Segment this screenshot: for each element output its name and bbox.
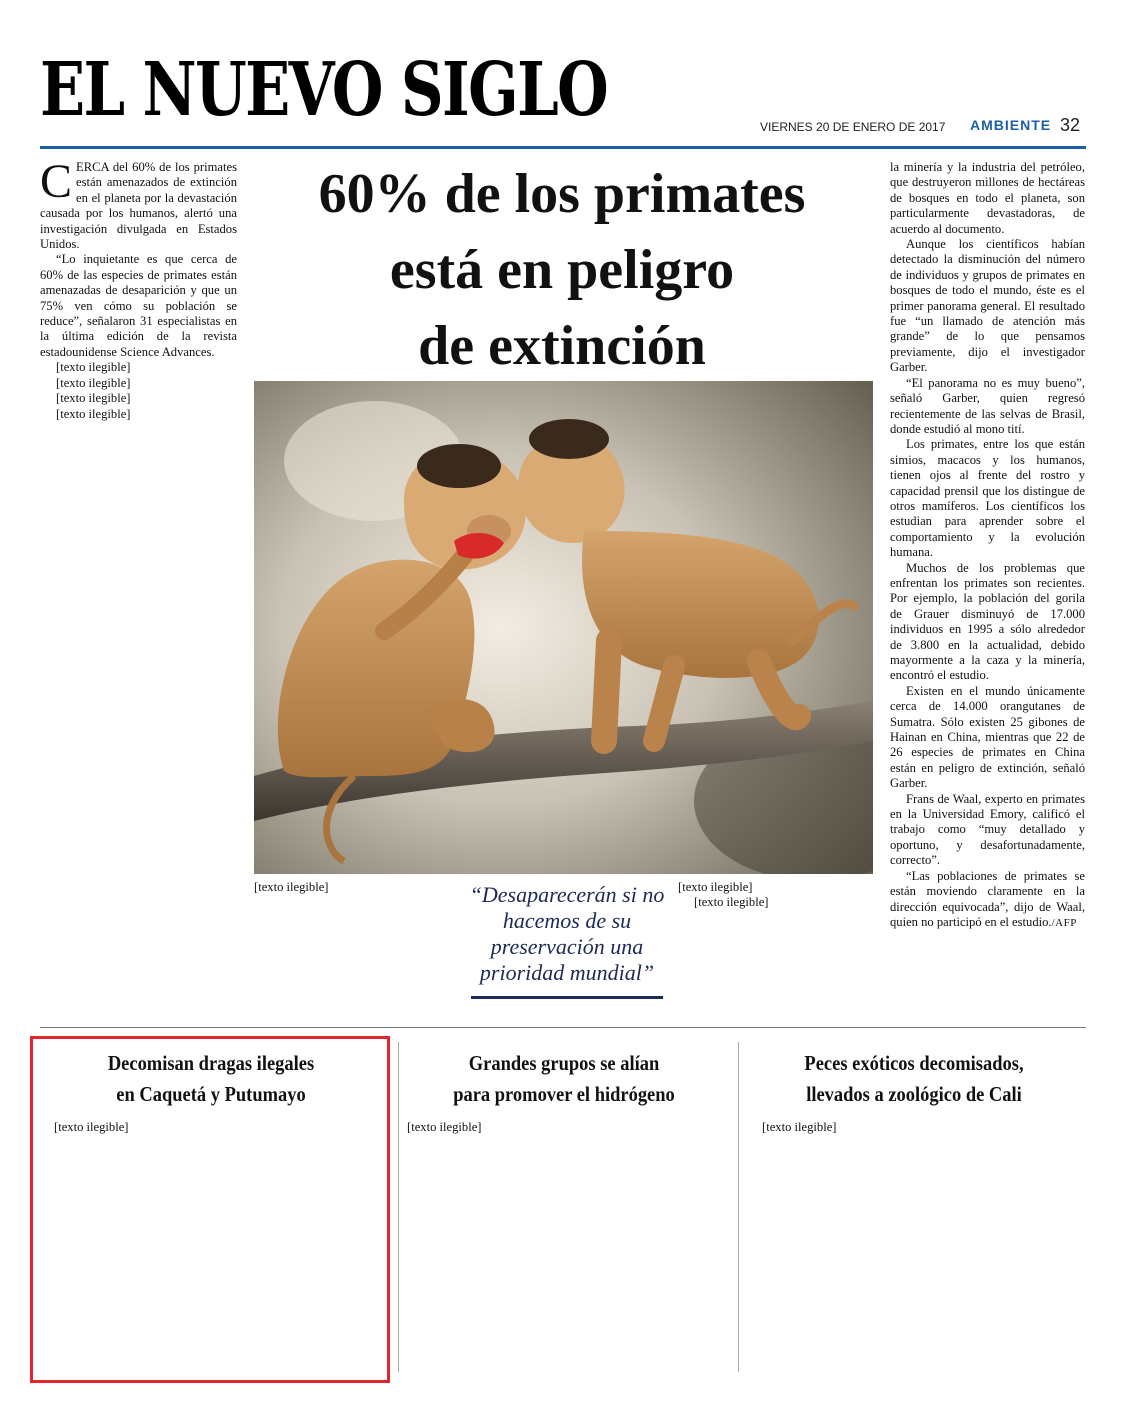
brief-title: Grandes grupos se alían para promover el hidrógeno bbox=[453, 1051, 675, 1106]
article-paragraph: “El panorama no es muy bueno”, señaló Garber, quien regresó recientemente de las selvas de Brasil, donde estudió al mono tití. bbox=[890, 375, 1085, 436]
article-paragraph: Aunque los científicos habían detectado la disminución del número de individuos y grupos de primates en bosques de todo el mundo, éste es el primer panorama general. El resultado fue “un llamado de atención más grande” de lo que pensamos previamente, dijo el investigador Garber. bbox=[890, 237, 1085, 375]
article-paragraph: “Lo inquietante es que cerca de 60% de las especies de primates están amenazadas de desaparición y que un 75% ven cómo su población se reduce”, señalaron 31 especialistas en la última edición de la revista estadounidense Science Advances. bbox=[40, 252, 237, 359]
brief-body: [texto ilegible] bbox=[54, 1120, 129, 1134]
headline-line-3: de extinción bbox=[418, 315, 706, 377]
article-paragraph: Los primates, entre los que están simios, macacos y los humanos, tienen ojos al frente del rostro y capacidad prensil que los distingue de otros mamíferos. Los científicos los estudian para aprender sobre el comportamiento y la evolución humana. bbox=[890, 437, 1085, 560]
headline-line-1: 60% de los primates bbox=[318, 163, 806, 225]
column-rule bbox=[738, 1042, 739, 1372]
header-rule bbox=[40, 146, 1086, 149]
article-paragraph: Existen en el mundo únicamente cerca de 14.000 orangutanes de Sumatra. Sólo existen 25 gibones de Hainan en China, mientras que 22 de 26 especies de primates en China están en peligro de extinción, señaló Garber. bbox=[890, 683, 1085, 791]
caption-paragraph: [texto ilegible] bbox=[694, 895, 769, 910]
brief-title: Peces exóticos decomisados, llevados a zoológico de Cali bbox=[804, 1051, 1024, 1106]
credit: /AFP bbox=[1051, 916, 1077, 929]
pull-quote: “Desaparecerán si no hacemos de su preservación una prioridad mundial” bbox=[469, 882, 665, 985]
section-label: AMBIENTE bbox=[970, 117, 1052, 133]
article-paragraph: Frans de Waal, experto en primates en la Universidad Emory, calificó el trabajo como “muy detallado y oportuno, y desafortunadamente, correcto”. bbox=[890, 791, 1085, 868]
page-number: 32 bbox=[1060, 115, 1081, 135]
pull-quote-rule bbox=[471, 996, 663, 999]
brief-body: [texto ilegible] bbox=[762, 1120, 837, 1134]
article-paragraph: [texto ilegible] bbox=[56, 360, 131, 375]
caption-paragraph: [texto ilegible] bbox=[254, 880, 329, 894]
section-divider bbox=[40, 1027, 1086, 1028]
article-paragraph: [texto ilegible] bbox=[56, 375, 131, 390]
drop-cap: C bbox=[40, 155, 73, 208]
caption-right bbox=[678, 880, 873, 911]
dateline: VIERNES 20 DE ENERO DE 2017 bbox=[760, 120, 946, 134]
caption-left bbox=[254, 880, 454, 895]
article-column-1 bbox=[40, 155, 237, 422]
headline-line-2: está en peligro bbox=[389, 239, 735, 301]
article-column-4 bbox=[890, 160, 1085, 931]
brief-title: Decomisan dragas ilegales en Caquetá y Putumayo bbox=[107, 1051, 315, 1106]
monkeys-photo-icon bbox=[254, 381, 873, 874]
column-rule bbox=[398, 1042, 399, 1372]
article-paragraph: Muchos de los problemas que enfrentan los primates son recientes. Por ejemplo, la población del gorila de Grauer disminuyó de 17.000 individuos en 1995 a sólo alrededor de 3.800 en la actualidad, debido mayormente a la caza y la minería, encontró el estudio. bbox=[890, 560, 1085, 683]
article-paragraph: CERCA del 60% de los primates están amenazados de extinción en el planeta por la devastación causada por los humanos, alertó una investigación divulgada en Estados Unidos. bbox=[40, 155, 237, 252]
caption-paragraph: [texto ilegible] bbox=[678, 880, 753, 894]
article-paragraph: [texto ilegible] bbox=[56, 391, 131, 406]
article-paragraph: “Las poblaciones de primates se están moviendo claramente en la dirección equivocada”, dijo de Waal, quien no participó en el estudio./AFP bbox=[890, 868, 1085, 929]
masthead-title: EL NUEVO SIGLO bbox=[40, 47, 608, 133]
article-paragraph: [texto ilegible] bbox=[56, 406, 131, 421]
article-paragraph: la minería y la industria del petróleo, que destruyeron millones de hectáreas de bosques en todo el planeta, son particularmente devastadoras, de acuerdo al documento. bbox=[890, 160, 1085, 236]
main-headline bbox=[262, 156, 862, 384]
brief-body: [texto ilegible] bbox=[407, 1120, 482, 1134]
